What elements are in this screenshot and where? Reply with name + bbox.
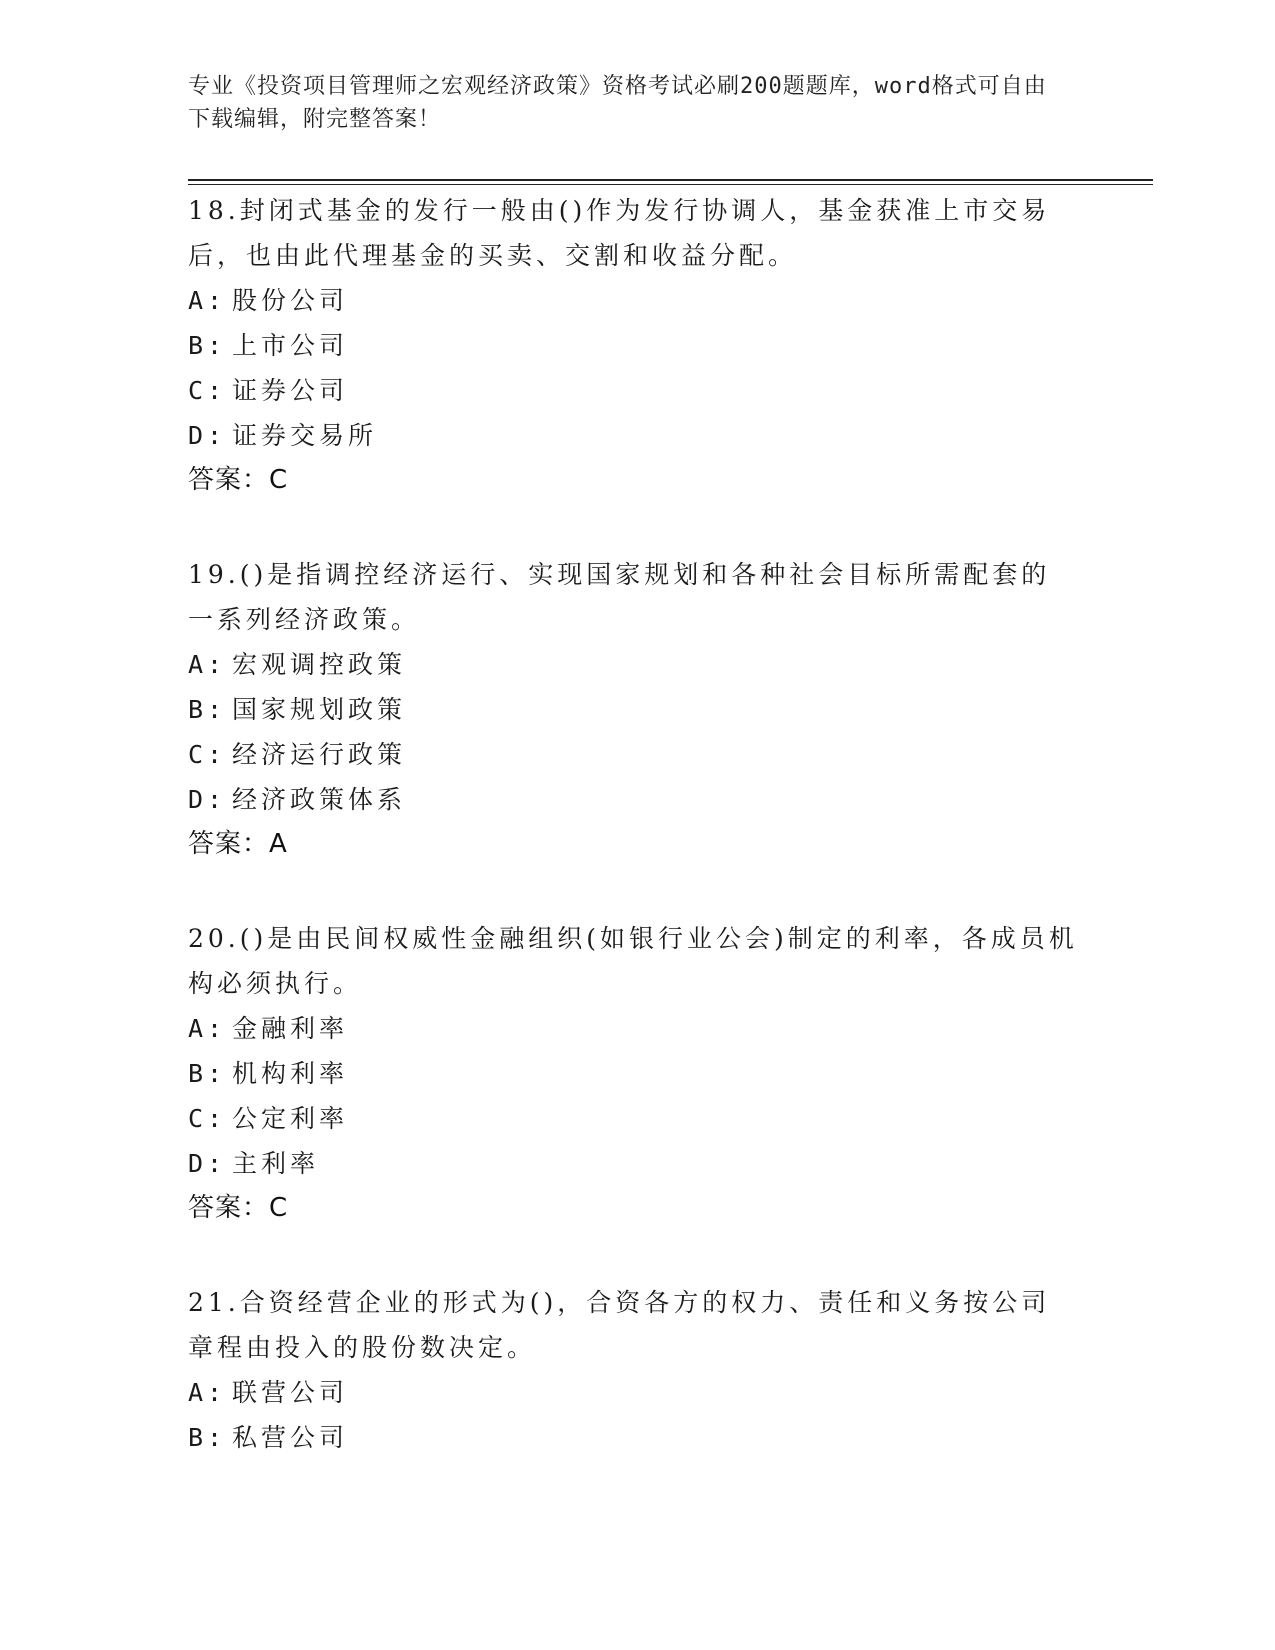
- option-text: 经济政策体系: [232, 785, 407, 814]
- option-text: 证券交易所: [232, 421, 378, 450]
- option-text: 上市公司: [232, 331, 349, 360]
- header-divider: [188, 179, 1153, 185]
- option-b: [188, 1051, 1078, 1096]
- option-letter: D:: [188, 1149, 227, 1178]
- option-text: 私营公司: [232, 1423, 349, 1452]
- question-20: [188, 916, 1078, 1231]
- option-text: 联营公司: [232, 1378, 349, 1407]
- question-stem: 20.()是由民间权威性金融组织(如银行业公会)制定的利率，各成员机构必须执行。: [188, 924, 1078, 998]
- option-letter: D:: [188, 421, 227, 450]
- option-c: [188, 732, 1078, 777]
- option-letter: A:: [188, 650, 227, 679]
- question-18: [188, 188, 1078, 503]
- option-b: [188, 1415, 1078, 1460]
- option-b: [188, 323, 1078, 368]
- option-text: 主利率: [232, 1149, 320, 1178]
- option-text: 证券公司: [232, 376, 349, 405]
- option-a: [188, 1006, 1078, 1051]
- option-letter: B:: [188, 1423, 227, 1452]
- option-b: [188, 687, 1078, 732]
- question-stem: 21.合资经营企业的形式为()，合资各方的权力、责任和义务按公司章程由投入的股份数决定。: [188, 1288, 1051, 1362]
- option-a: [188, 1370, 1078, 1415]
- option-text: 公定利率: [232, 1104, 349, 1133]
- answer: 答案：C: [188, 465, 289, 495]
- option-text: 国家规划政策: [232, 695, 407, 724]
- option-d: [188, 413, 1078, 458]
- option-letter: B:: [188, 331, 227, 360]
- option-letter: A:: [188, 286, 227, 315]
- option-text: 股份公司: [232, 286, 349, 315]
- option-a: [188, 642, 1078, 687]
- answer: 答案：A: [188, 829, 288, 859]
- option-c: [188, 1096, 1078, 1141]
- option-letter: A:: [188, 1378, 227, 1407]
- question-19: [188, 552, 1078, 867]
- option-c: [188, 368, 1078, 413]
- option-text: 金融利率: [232, 1014, 349, 1043]
- option-text: 宏观调控政策: [232, 650, 407, 679]
- document-header: 专业《投资项目管理师之宏观经济政策》资格考试必刷200题题库，word格式可自由下载编辑，附完整答案！: [188, 74, 1047, 132]
- option-letter: C:: [188, 1104, 227, 1133]
- option-text: 经济运行政策: [232, 740, 407, 769]
- option-letter: C:: [188, 376, 227, 405]
- option-letter: B:: [188, 1059, 227, 1088]
- option-d: [188, 1141, 1078, 1186]
- option-letter: C:: [188, 740, 227, 769]
- question-stem: 18.封闭式基金的发行一般由()作为发行协调人，基金获准上市交易后，也由此代理基金的买卖、交割和收益分配。: [188, 196, 1051, 270]
- option-d: [188, 777, 1078, 822]
- option-text: 机构利率: [232, 1059, 349, 1088]
- option-letter: D:: [188, 785, 227, 814]
- question-21: [188, 1280, 1078, 1460]
- question-stem: 19.()是指调控经济运行、实现国家规划和各种社会目标所需配套的一系列经济政策。: [188, 560, 1051, 634]
- option-letter: B:: [188, 695, 227, 724]
- answer: 答案：C: [188, 1193, 289, 1223]
- option-letter: A:: [188, 1014, 227, 1043]
- option-a: [188, 278, 1078, 323]
